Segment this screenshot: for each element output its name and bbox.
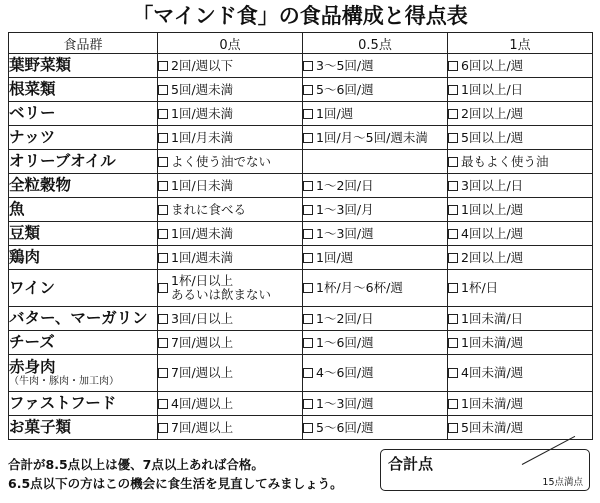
option[interactable] xyxy=(303,251,447,265)
option[interactable] xyxy=(158,336,302,350)
option[interactable] xyxy=(303,179,447,193)
option[interactable] xyxy=(448,281,592,295)
option-cell xyxy=(448,355,593,392)
option-cell xyxy=(158,102,303,126)
option-label: 3～5回/週 xyxy=(316,57,374,73)
option-cell xyxy=(303,150,448,174)
checkbox[interactable] xyxy=(303,368,313,378)
option-cell xyxy=(448,222,593,246)
max-score-label: 15点満点 xyxy=(542,477,583,488)
food-group-cell xyxy=(9,307,158,331)
table-body xyxy=(9,54,593,440)
option[interactable] xyxy=(158,83,302,97)
food-group-cell xyxy=(9,331,158,355)
food-group-name: 全粒穀物 xyxy=(9,176,72,194)
option[interactable] xyxy=(158,107,302,121)
option-label: 2回以上/週 xyxy=(461,105,524,121)
checkbox[interactable] xyxy=(158,368,168,378)
food-group-name: ベリー xyxy=(9,104,56,122)
food-group-cell xyxy=(9,246,158,270)
option-cell xyxy=(448,102,593,126)
food-group-cell xyxy=(9,150,158,174)
option-label: 2回/週以下 xyxy=(171,57,234,73)
checkbox[interactable] xyxy=(303,314,313,324)
option-label: 1杯/月～6杯/週 xyxy=(316,280,403,295)
checkbox[interactable] xyxy=(158,109,168,119)
option[interactable] xyxy=(448,397,592,411)
checkbox[interactable] xyxy=(448,314,458,324)
option-cell xyxy=(303,331,448,355)
checkbox[interactable] xyxy=(448,253,458,263)
option-cell xyxy=(303,307,448,331)
checkbox[interactable] xyxy=(158,181,168,191)
header-05-points: 0.5点 xyxy=(303,33,448,54)
option[interactable] xyxy=(303,131,447,145)
option-label: 4回未満/週 xyxy=(461,365,524,380)
option-label: よく使う油でない xyxy=(171,153,272,169)
option[interactable] xyxy=(303,336,447,350)
option-cell xyxy=(158,246,303,270)
option[interactable] xyxy=(158,421,302,435)
checkbox[interactable] xyxy=(158,85,168,95)
option-label: 4～6回/週 xyxy=(316,365,374,380)
option[interactable] xyxy=(158,131,302,145)
option-label: 1～3回/週 xyxy=(316,395,374,411)
option[interactable] xyxy=(448,107,592,121)
option[interactable] xyxy=(303,203,447,217)
food-group-name: ナッツ xyxy=(9,128,56,146)
option-label: 1回/月～5回/週未満 xyxy=(316,129,428,145)
option-label: 1回/週未満 xyxy=(171,105,234,121)
food-group-cell xyxy=(9,355,158,392)
option[interactable] xyxy=(303,421,447,435)
option[interactable] xyxy=(303,227,447,241)
option-cell xyxy=(448,392,593,416)
option-label: 1回/週 xyxy=(316,105,354,121)
option-cell xyxy=(303,355,448,392)
food-group-name: チーズ xyxy=(9,333,55,351)
option[interactable] xyxy=(303,59,447,73)
checkbox[interactable] xyxy=(303,205,313,215)
option-cell xyxy=(158,222,303,246)
food-group-cell xyxy=(9,416,158,440)
food-group-name: お菓子類 xyxy=(9,418,72,436)
total-score-box[interactable] xyxy=(380,449,590,491)
option-label: 3回以上/日 xyxy=(461,177,524,193)
option[interactable] xyxy=(303,312,447,326)
table-row xyxy=(9,307,593,331)
table-row xyxy=(9,355,593,392)
food-group-name: 根菜類 xyxy=(9,80,56,98)
option-label: 5～6回/週 xyxy=(316,419,374,435)
option-label: 2回以上/週 xyxy=(461,249,524,265)
option[interactable] xyxy=(303,281,447,295)
option-cell xyxy=(448,246,593,270)
checkbox[interactable] xyxy=(448,399,458,409)
food-group-cell xyxy=(9,102,158,126)
option-label: 1～3回/週 xyxy=(316,225,374,241)
option-label: 4回/週以上 xyxy=(171,395,234,411)
checkbox[interactable] xyxy=(303,85,313,95)
option-label: 1回未満/週 xyxy=(461,395,524,411)
food-group-name: 魚 xyxy=(9,200,25,218)
page-title: 「マインド食」の食品構成と得点表 xyxy=(132,4,468,28)
option-cell xyxy=(158,150,303,174)
option-cell xyxy=(303,78,448,102)
checkbox[interactable] xyxy=(448,181,458,191)
table-row xyxy=(9,126,593,150)
table-row xyxy=(9,174,593,198)
option-cell xyxy=(158,355,303,392)
checkbox[interactable] xyxy=(158,283,168,293)
option-label: 1回以上/週 xyxy=(461,201,524,217)
table-row xyxy=(9,54,593,78)
option-cell xyxy=(448,54,593,78)
option[interactable] xyxy=(448,227,592,241)
checkbox[interactable] xyxy=(158,314,168,324)
option[interactable] xyxy=(158,203,302,217)
table-row xyxy=(9,416,593,440)
option-cell xyxy=(158,198,303,222)
option-label: 1回/週未満 xyxy=(171,225,234,241)
option-cell xyxy=(158,270,303,307)
checkbox[interactable] xyxy=(158,157,168,167)
food-group-name: 葉野菜類 xyxy=(9,56,72,74)
food-group-name: 豆類 xyxy=(9,224,41,242)
checkbox[interactable] xyxy=(448,283,458,293)
option[interactable] xyxy=(158,155,302,169)
checkbox[interactable] xyxy=(448,133,458,143)
option-label: 最もよく使う油 xyxy=(461,153,549,169)
checkbox[interactable] xyxy=(448,61,458,71)
divider-slash xyxy=(522,436,575,465)
option-label: 7回/週以上 xyxy=(171,419,234,435)
option-label: 7回/週以上 xyxy=(171,365,234,380)
note-line: 6.5点以下の方はこの機会に食生活を見直してみましょう。 xyxy=(8,476,343,491)
option-label: 1回未満/日 xyxy=(461,310,524,326)
option-cell xyxy=(303,102,448,126)
option-cell xyxy=(448,331,593,355)
total-score-label: 合計点 xyxy=(388,455,434,473)
option-label: 7回/週以上 xyxy=(171,334,234,350)
food-group-cell xyxy=(9,198,158,222)
option-label: 5回未満/週 xyxy=(461,419,524,435)
table-row xyxy=(9,102,593,126)
checkbox[interactable] xyxy=(303,61,313,71)
option[interactable] xyxy=(448,83,592,97)
option-cell xyxy=(158,78,303,102)
option-cell xyxy=(448,78,593,102)
checkbox[interactable] xyxy=(303,133,313,143)
option-label: 1回以上/日 xyxy=(461,81,524,97)
checkbox[interactable] xyxy=(158,61,168,71)
option-label: 1～6回/週 xyxy=(316,334,374,350)
option-label: 1～2回/日 xyxy=(316,177,374,193)
food-group-name: 鶏肉 xyxy=(9,248,41,266)
option-label: 5回/週未満 xyxy=(171,81,234,97)
checkbox[interactable] xyxy=(303,229,313,239)
checkbox[interactable] xyxy=(158,399,168,409)
option-label: 1回/月未満 xyxy=(171,129,234,145)
checkbox[interactable] xyxy=(303,253,313,263)
option[interactable] xyxy=(303,397,447,411)
option-cell xyxy=(303,126,448,150)
option-label: まれに食べる xyxy=(171,201,247,217)
food-group-cell xyxy=(9,270,158,307)
header-food-group: 食品群 xyxy=(9,33,158,54)
table-row xyxy=(9,270,593,307)
option[interactable] xyxy=(448,421,592,435)
option[interactable] xyxy=(158,227,302,241)
header-1-point: 1点 xyxy=(448,33,593,54)
option-cell xyxy=(303,54,448,78)
food-group-name: オリーブオイル xyxy=(9,152,116,170)
option-label: 1回未満/週 xyxy=(461,334,524,350)
option-cell xyxy=(158,174,303,198)
checkbox[interactable] xyxy=(448,338,458,348)
checkbox[interactable] xyxy=(158,229,168,239)
option-cell xyxy=(448,174,593,198)
option-label: 3回/日以上 xyxy=(171,310,234,326)
checkbox[interactable] xyxy=(448,85,458,95)
option-label: 1回/日未満 xyxy=(171,177,234,193)
option[interactable] xyxy=(158,274,302,302)
option-label: 1回/週 xyxy=(316,249,354,265)
checkbox[interactable] xyxy=(303,109,313,119)
option-label: 1杯/日以上 あるいは飲まない xyxy=(171,273,272,302)
option[interactable] xyxy=(448,131,592,145)
option-label: 5～6回/週 xyxy=(316,81,374,97)
option-cell xyxy=(303,222,448,246)
table-row xyxy=(9,198,593,222)
notes xyxy=(8,455,343,493)
food-group-cell xyxy=(9,222,158,246)
header-0-points: 0点 xyxy=(158,33,303,54)
food-group-name: ワイン xyxy=(9,278,56,297)
checkbox[interactable] xyxy=(448,157,458,167)
option[interactable] xyxy=(448,366,592,380)
option[interactable] xyxy=(158,179,302,193)
option-cell xyxy=(158,416,303,440)
table-row xyxy=(9,331,593,355)
option-label: 1回/週未満 xyxy=(171,249,234,265)
table-row xyxy=(9,150,593,174)
option[interactable] xyxy=(448,251,592,265)
option[interactable] xyxy=(448,59,592,73)
option[interactable] xyxy=(158,366,302,380)
table-row xyxy=(9,392,593,416)
checkbox[interactable] xyxy=(448,109,458,119)
option-cell xyxy=(158,392,303,416)
option-cell xyxy=(448,126,593,150)
option[interactable] xyxy=(303,366,447,380)
option-label: 5回以上/週 xyxy=(461,129,524,145)
header-row xyxy=(9,33,593,54)
table-row xyxy=(9,246,593,270)
food-group-note: （牛肉・豚肉・加工肉） xyxy=(9,375,119,387)
checkbox[interactable] xyxy=(448,229,458,239)
option[interactable] xyxy=(448,312,592,326)
food-group-name: バター、マーガリン xyxy=(9,309,148,327)
option-cell xyxy=(448,150,593,174)
checkbox[interactable] xyxy=(158,423,168,433)
food-group-cell xyxy=(9,174,158,198)
option-cell xyxy=(448,198,593,222)
option-cell xyxy=(158,54,303,78)
option-cell xyxy=(303,246,448,270)
option-cell xyxy=(303,270,448,307)
option-cell xyxy=(303,174,448,198)
option-label: 6回以上/週 xyxy=(461,57,524,73)
option[interactable] xyxy=(448,179,592,193)
option[interactable] xyxy=(158,312,302,326)
table-row xyxy=(9,222,593,246)
checkbox[interactable] xyxy=(303,399,313,409)
option-cell xyxy=(448,270,593,307)
checkbox[interactable] xyxy=(158,133,168,143)
option-label: 1～2回/日 xyxy=(316,310,374,326)
option-cell xyxy=(448,416,593,440)
option-label: 1～3回/月 xyxy=(316,201,374,217)
option-label: 4回以上/週 xyxy=(461,225,524,241)
option-label: 1杯/日 xyxy=(461,280,499,295)
option-cell xyxy=(303,416,448,440)
option[interactable] xyxy=(158,251,302,265)
checkbox[interactable] xyxy=(448,205,458,215)
checkbox[interactable] xyxy=(158,338,168,348)
checkbox[interactable] xyxy=(303,181,313,191)
option[interactable] xyxy=(448,336,592,350)
score-table xyxy=(8,32,593,440)
checkbox[interactable] xyxy=(158,205,168,215)
checkbox[interactable] xyxy=(303,338,313,348)
option[interactable] xyxy=(448,203,592,217)
option[interactable] xyxy=(158,59,302,73)
option[interactable] xyxy=(303,83,447,97)
option-cell xyxy=(303,198,448,222)
option[interactable] xyxy=(158,397,302,411)
checkbox[interactable] xyxy=(158,253,168,263)
option-cell xyxy=(303,392,448,416)
food-group-cell xyxy=(9,78,158,102)
food-group-name: ファストフード xyxy=(9,394,117,412)
checkbox[interactable] xyxy=(303,423,313,433)
option-cell xyxy=(158,126,303,150)
option-cell xyxy=(158,307,303,331)
option[interactable] xyxy=(448,155,592,169)
option-cell xyxy=(448,307,593,331)
option-cell xyxy=(158,331,303,355)
option[interactable] xyxy=(303,107,447,121)
food-group-cell xyxy=(9,126,158,150)
note-line: 合計が8.5点以上は優、7点以上あれば合格。 xyxy=(8,457,264,472)
food-group-cell xyxy=(9,54,158,78)
table-row xyxy=(9,78,593,102)
checkbox[interactable] xyxy=(448,423,458,433)
food-group-cell xyxy=(9,392,158,416)
checkbox[interactable] xyxy=(448,368,458,378)
checkbox[interactable] xyxy=(303,283,313,293)
food-group-name: 赤身肉 xyxy=(9,357,56,376)
